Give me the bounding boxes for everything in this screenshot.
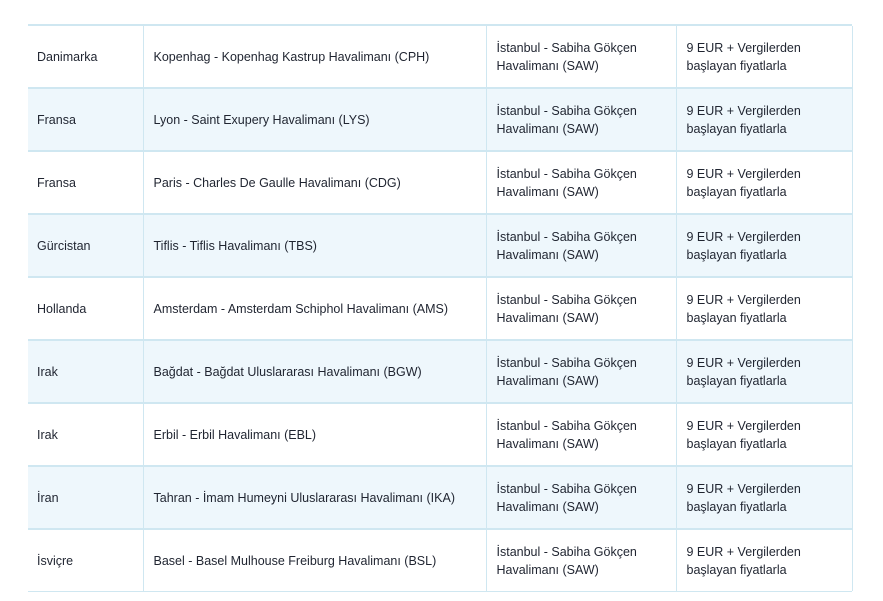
origin-line-2: Havalimanı (SAW) [496, 184, 599, 199]
price-cell [676, 88, 852, 151]
destination-cell: Lyon - Saint Exupery Havalimanı (LYS) [143, 88, 486, 151]
country-cell: Fransa [28, 88, 143, 151]
origin-line-1: İstanbul - Sabiha Gökçen [496, 481, 637, 496]
price-line-2: başlayan fiyatlarla [686, 436, 787, 451]
origin-cell [486, 26, 676, 88]
table-row [28, 88, 852, 151]
destination-cell: Erbil - Erbil Havalimanı (EBL) [143, 403, 486, 466]
price-cell [676, 529, 852, 591]
price-line-2: başlayan fiyatlarla [686, 184, 787, 199]
origin-line-1: İstanbul - Sabiha Gökçen [496, 292, 637, 307]
country-cell: Gürcistan [28, 214, 143, 277]
price-line-2: başlayan fiyatlarla [686, 121, 787, 136]
origin-line-1: İstanbul - Sabiha Gökçen [496, 40, 637, 55]
flight-routes-table [28, 26, 853, 591]
price-line-1: 9 EUR + Vergilerden [686, 229, 801, 244]
price-cell [676, 151, 852, 214]
price-line-1: 9 EUR + Vergilerden [686, 544, 801, 559]
origin-line-1: İstanbul - Sabiha Gökçen [496, 229, 637, 244]
price-line-2: başlayan fiyatlarla [686, 373, 787, 388]
price-cell [676, 340, 852, 403]
price-cell [676, 277, 852, 340]
table-row [28, 26, 852, 88]
origin-cell [486, 151, 676, 214]
origin-line-2: Havalimanı (SAW) [496, 436, 599, 451]
price-line-1: 9 EUR + Vergilerden [686, 40, 801, 55]
destination-cell: Kopenhag - Kopenhag Kastrup Havalimanı (CPH) [143, 26, 486, 88]
origin-cell [486, 214, 676, 277]
origin-line-2: Havalimanı (SAW) [496, 562, 599, 577]
price-line-2: başlayan fiyatlarla [686, 58, 787, 73]
origin-line-2: Havalimanı (SAW) [496, 121, 599, 136]
country-cell: Hollanda [28, 277, 143, 340]
origin-line-1: İstanbul - Sabiha Gökçen [496, 418, 637, 433]
destination-cell: Tiflis - Tiflis Havalimanı (TBS) [143, 214, 486, 277]
origin-line-2: Havalimanı (SAW) [496, 58, 599, 73]
country-cell: Fransa [28, 151, 143, 214]
origin-cell [486, 403, 676, 466]
price-cell [676, 214, 852, 277]
origin-line-1: İstanbul - Sabiha Gökçen [496, 544, 637, 559]
origin-line-1: İstanbul - Sabiha Gökçen [496, 166, 637, 181]
price-line-1: 9 EUR + Vergilerden [686, 418, 801, 433]
origin-line-2: Havalimanı (SAW) [496, 310, 599, 325]
origin-line-2: Havalimanı (SAW) [496, 499, 599, 514]
price-line-2: başlayan fiyatlarla [686, 310, 787, 325]
country-cell: İran [28, 466, 143, 529]
country-cell: İsviçre [28, 529, 143, 591]
price-line-1: 9 EUR + Vergilerden [686, 166, 801, 181]
price-cell [676, 403, 852, 466]
table-row [28, 340, 852, 403]
destination-cell: Amsterdam - Amsterdam Schiphol Havalimanı (AMS) [143, 277, 486, 340]
price-line-2: başlayan fiyatlarla [686, 247, 787, 262]
destination-cell: Bağdat - Bağdat Uluslararası Havalimanı (BGW) [143, 340, 486, 403]
country-cell: Danimarka [28, 26, 143, 88]
destination-cell: Tahran - İmam Humeyni Uluslararası Havalimanı (IKA) [143, 466, 486, 529]
price-cell [676, 466, 852, 529]
price-line-1: 9 EUR + Vergilerden [686, 481, 801, 496]
price-line-2: başlayan fiyatlarla [686, 499, 787, 514]
country-cell: Irak [28, 340, 143, 403]
destination-cell: Paris - Charles De Gaulle Havalimanı (CDG) [143, 151, 486, 214]
origin-line-2: Havalimanı (SAW) [496, 373, 599, 388]
table-row [28, 403, 852, 466]
table-row [28, 529, 852, 591]
country-cell: Irak [28, 403, 143, 466]
price-line-2: başlayan fiyatlarla [686, 562, 787, 577]
table-row [28, 151, 852, 214]
table-body [28, 26, 852, 591]
origin-line-1: İstanbul - Sabiha Gökçen [496, 355, 637, 370]
price-line-1: 9 EUR + Vergilerden [686, 103, 801, 118]
origin-cell [486, 277, 676, 340]
origin-cell [486, 529, 676, 591]
origin-cell [486, 466, 676, 529]
flight-routes-table-container [28, 24, 852, 592]
origin-cell [486, 88, 676, 151]
price-line-1: 9 EUR + Vergilerden [686, 292, 801, 307]
price-line-1: 9 EUR + Vergilerden [686, 355, 801, 370]
origin-line-1: İstanbul - Sabiha Gökçen [496, 103, 637, 118]
origin-cell [486, 340, 676, 403]
table-row [28, 466, 852, 529]
price-cell [676, 26, 852, 88]
table-row [28, 214, 852, 277]
destination-cell: Basel - Basel Mulhouse Freiburg Havalimanı (BSL) [143, 529, 486, 591]
table-row [28, 277, 852, 340]
origin-line-2: Havalimanı (SAW) [496, 247, 599, 262]
